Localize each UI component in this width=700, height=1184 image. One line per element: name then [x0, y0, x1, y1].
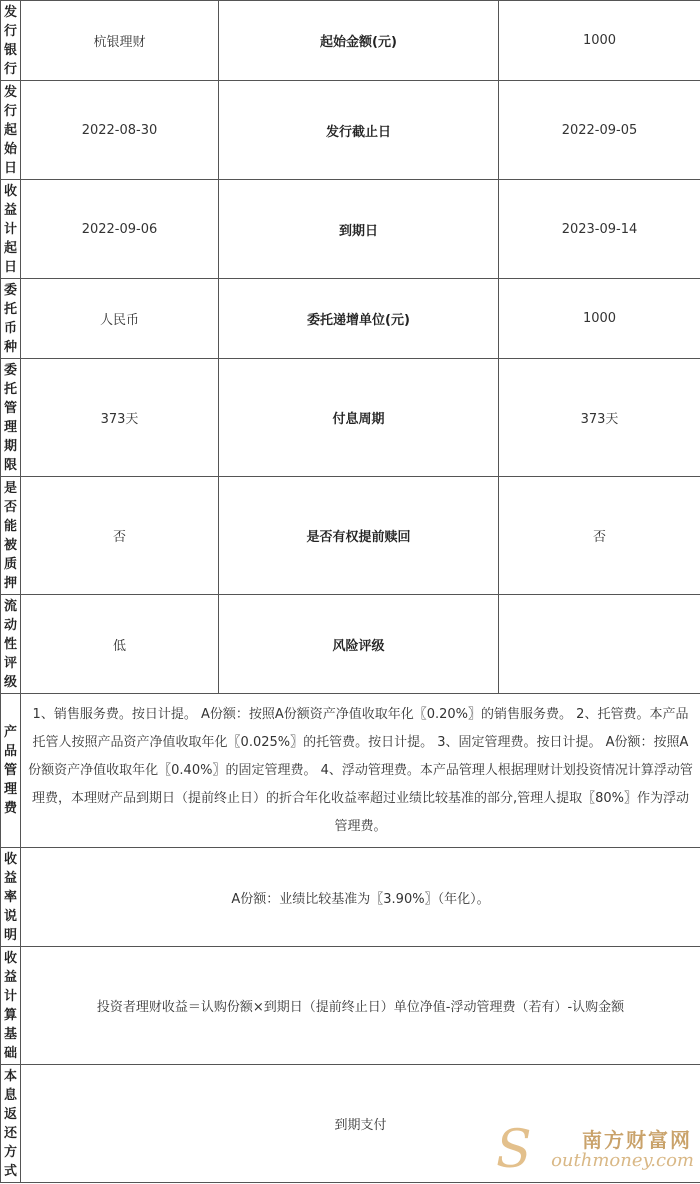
row-currency — [1, 279, 700, 359]
row-liquidity — [1, 595, 700, 694]
cell-value: 2022-09-05 — [499, 81, 700, 180]
row-pledge — [1, 477, 700, 595]
cell-value: 2022-09-06 — [21, 180, 219, 279]
watermark-chinese-text: 南方财富网 — [582, 1128, 692, 1152]
cell-value: 否 — [499, 477, 700, 595]
row-label: 委托管理期限 — [1, 359, 21, 477]
cell-basis-text: 投资者理财收益＝认购份额×到期日（提前终止日）单位净值-浮动管理费（若有）-认购金额 — [21, 947, 700, 1065]
cell-key: 到期日 — [219, 180, 499, 279]
row-interest-start — [1, 180, 700, 279]
row-issuer — [1, 1, 700, 81]
row-label: 产品管理费 — [1, 694, 21, 848]
row-yield-basis — [1, 947, 700, 1065]
cell-key: 发行截止日 — [219, 81, 499, 180]
cell-value — [499, 595, 700, 694]
cell-yield-text: A份额：业绩比较基准为〖3.90%〗（年化）。 — [21, 848, 700, 947]
watermark-s-glyph: S — [496, 1120, 532, 1180]
cell-value: 否 — [21, 477, 219, 595]
cell-repayment-text: 到期支付 — [21, 1065, 700, 1183]
cell-value: 1000 — [499, 279, 700, 359]
row-label: 委托币种 — [1, 279, 21, 359]
row-label: 收益率说明 — [1, 848, 21, 947]
watermark-english-text: outhmoney.com — [551, 1150, 694, 1171]
row-term — [1, 359, 700, 477]
cell-value: 人民币 — [21, 279, 219, 359]
cell-key: 委托递增单位(元) — [219, 279, 499, 359]
cell-value: 373天 — [499, 359, 700, 477]
cell-key: 起始金额(元) — [219, 1, 499, 81]
row-label: 发行起始日 — [1, 81, 21, 180]
cell-value: 373天 — [21, 359, 219, 477]
row-management-fee — [1, 694, 700, 848]
row-yield-note — [1, 848, 700, 947]
cell-key: 风险评级 — [219, 595, 499, 694]
row-label: 收益计算基础 — [1, 947, 21, 1065]
cell-value: 1000 — [499, 1, 700, 81]
cell-value: 2022-08-30 — [21, 81, 219, 180]
cell-value: 杭银理财 — [21, 1, 219, 81]
row-label: 发行银行 — [1, 1, 21, 81]
cell-value: 低 — [21, 595, 219, 694]
cell-fee-text: 1、销售服务费。按日计提。 A份额：按照A份额资产净值收取年化〖0.20%〗的销售服务费。 2、托管费。本产品托管人按照产品资产净值收取年化〖0.025%〗的托管费。按日计提。 3、固定管理费。按日计提。 A份额：按照A份额资产净值收取年化〖0.40%〗的固定管理费。 4、浮动管理费。本产品管理人根据理财计划投资情况计算浮动管理费，本理财产品到期日（提前终止日）的折合年化收益率超过业绩比较基准的部分,管理人提取〖80%〗作为浮动管理费。 — [21, 694, 700, 848]
row-label: 是否能被质押 — [1, 477, 21, 595]
cell-key: 是否有权提前赎回 — [219, 477, 499, 595]
row-issue-start — [1, 81, 700, 180]
cell-value: 2023-09-14 — [499, 180, 700, 279]
southmoney-watermark-logo — [496, 1122, 696, 1178]
row-label: 本息返还方式 — [1, 1065, 21, 1183]
cell-key: 付息周期 — [219, 359, 499, 477]
row-label: 收益计起日 — [1, 180, 21, 279]
row-label: 流动性评级 — [1, 595, 21, 694]
